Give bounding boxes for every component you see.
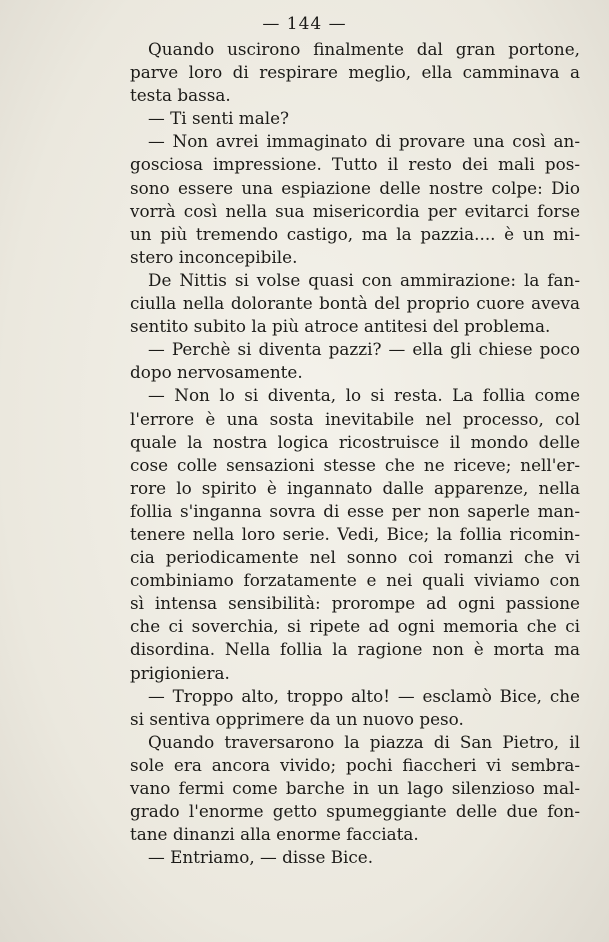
- text-line: — Non avrei immaginato di provare una così an-: [148, 131, 580, 152]
- text-line: tenere nella loro serie. Vedi, Bice; la follia ricomin-: [130, 523, 580, 544]
- text-line: — Ti senti male?: [148, 108, 290, 129]
- text-line: — Entriamo, — disse Bice.: [148, 847, 374, 868]
- text-line: cose colle sensazioni stesse che ne riceve; nell'er-: [130, 454, 580, 475]
- text-line: si sentiva opprimere da un nuovo peso.: [130, 708, 464, 729]
- text-line: vano fermi come barche in un lago silenzioso mal-: [130, 778, 580, 798]
- text-line: Quando traversarono la piazza di San Pietro, il: [148, 731, 580, 752]
- text-line: sì intensa sensibilità: prorompe ad ogni passione: [130, 593, 580, 614]
- text-line: quale la nostra logica ricostruisce il mondo delle: [130, 431, 580, 452]
- text-line: — Troppo alto, troppo alto! — esclamò Bice, che: [148, 685, 580, 706]
- text-line: De Nittis si volse quasi con ammirazione: la fan-: [148, 269, 580, 290]
- text-line: l'errore è una sosta inevitabile nel processo, col: [130, 408, 580, 429]
- text-line: Quando uscirono finalmente dal gran portone,: [148, 39, 580, 59]
- text-line: rore lo spirito è ingannato dalle apparenze, nella: [130, 477, 580, 498]
- text-line: sole era ancora vivido; pochi fiaccheri vi sembra-: [130, 754, 580, 775]
- text-line: sentito subito la più atroce antitesi del problema.: [130, 316, 551, 337]
- text-line: tane dinanzi alla enorme facciata.: [130, 824, 419, 845]
- text-line: parve loro di respirare meglio, ella camminava a: [130, 62, 580, 83]
- body-text: [130, 38, 580, 869]
- text-line: ciulla nella dolorante bontà del proprio cuore aveva: [130, 293, 580, 314]
- text-line: prigioniera.: [130, 662, 230, 683]
- text-line: gosciosa impressione. Tutto il resto dei mali pos-: [130, 154, 580, 175]
- text-line: che ci soverchia, si ripete ad ogni memoria che ci: [130, 616, 580, 637]
- page-number: — 144 —: [262, 14, 347, 34]
- text-line: dopo nervosamente.: [130, 362, 303, 383]
- text-line: testa bassa.: [130, 85, 231, 106]
- text-line: disordina. Nella follia la ragione non è morta ma: [130, 639, 580, 660]
- text-line: un più tremendo castigo, ma la pazzia.... è un mi-: [130, 223, 580, 244]
- text-line: sono essere una espiazione delle nostre colpe: Dio: [130, 177, 580, 198]
- text-line: stero inconcepibile.: [130, 246, 298, 267]
- text-line: — Non lo si diventa, lo si resta. La follia come: [148, 385, 580, 406]
- text-line: cia periodicamente nel sonno coi romanzi che vi: [130, 547, 580, 568]
- text-line: — Perchè si diventa pazzi? — ella gli chiese poco: [148, 339, 580, 360]
- text-line: combiniamo forzatamente e nei quali viviamo con: [130, 570, 580, 591]
- text-line: vorrà così nella sua misericordia per evitarci forse: [130, 200, 580, 221]
- text-line: grado l'enorme getto spumeggiante delle due fon-: [130, 801, 580, 822]
- text-line: follia s'inganna sovra di esse per non saperle man-: [130, 500, 580, 521]
